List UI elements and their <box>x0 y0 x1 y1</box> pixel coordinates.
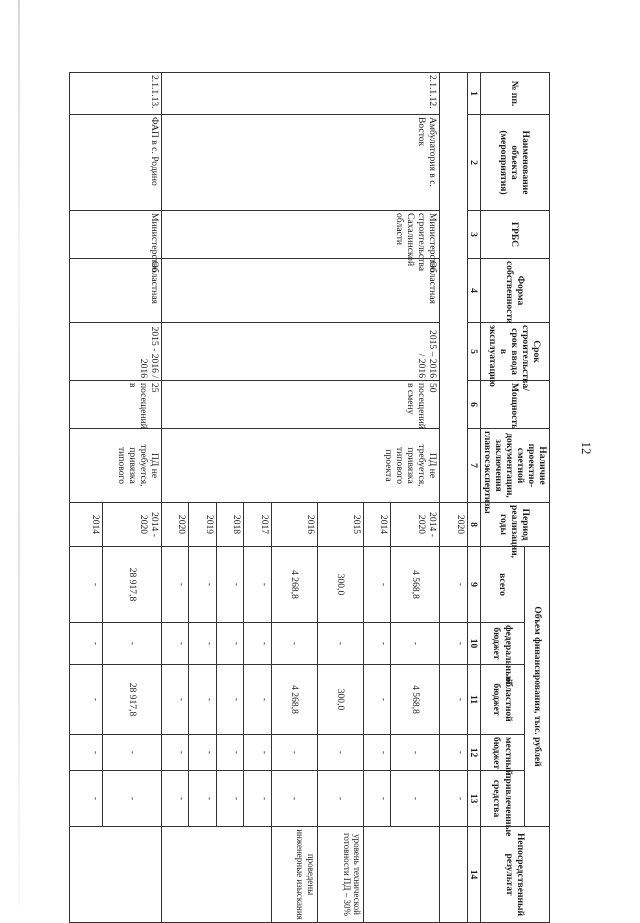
value-cell: - <box>103 735 162 771</box>
value-cell: - <box>162 735 189 771</box>
year-cell: 2016 <box>271 503 317 547</box>
value-cell: - <box>271 623 317 665</box>
value-cell: 300,0 <box>317 547 363 623</box>
col-number: 8 <box>467 503 480 547</box>
col-number: 11 <box>467 665 480 735</box>
value-cell: - <box>69 735 102 771</box>
header-funding-group: Объем финансирования, тыс. рублей <box>525 547 550 827</box>
value-cell: - <box>69 547 102 623</box>
result-text: уровень технической готовности ПД – 30% <box>317 827 363 923</box>
year-cell: 2018 <box>216 503 243 547</box>
year-cell: 2020 <box>440 503 467 547</box>
result-blank <box>440 827 467 923</box>
value-cell: - <box>317 623 363 665</box>
object-capacity: 50 посещений в смену <box>162 381 440 429</box>
column-number-row <box>467 73 480 923</box>
value-cell: - <box>162 547 189 623</box>
value-cell: - <box>440 623 467 665</box>
table-row <box>440 73 467 923</box>
value-cell: - <box>391 623 440 665</box>
value-cell: 4 268,8 <box>271 547 317 623</box>
object-name: ФАП в с. Родино <box>69 115 161 211</box>
header-ownership: Форма собственности <box>480 259 549 323</box>
value-cell: - <box>69 771 102 827</box>
col-number: 7 <box>467 429 480 503</box>
value-cell: - <box>244 665 271 735</box>
value-cell: - <box>391 735 440 771</box>
value-cell: - <box>317 735 363 771</box>
scan-edge <box>18 0 20 905</box>
object-term: 2015 – 2016 / 2016 <box>162 323 440 381</box>
value-cell: 28 917,8 <box>103 665 162 735</box>
year-cell: 2015 <box>317 503 363 547</box>
value-cell: - <box>440 771 467 827</box>
value-cell: - <box>244 735 271 771</box>
col-number: 4 <box>467 259 480 323</box>
year-cell: 2017 <box>244 503 271 547</box>
object-capacity: 25 посещений в <box>69 381 161 429</box>
value-cell: 4 568,8 <box>391 665 440 735</box>
object-term: 2015 - 2016 / 2016 <box>69 323 161 381</box>
value-cell: - <box>189 547 216 623</box>
result-blank <box>162 827 272 923</box>
value-cell: 4 268,8 <box>271 665 317 735</box>
header-grbs: ГРБС <box>480 211 549 259</box>
col-number: 9 <box>467 547 480 623</box>
year-cell: 2014 <box>364 503 391 547</box>
value-cell: - <box>271 771 317 827</box>
table-row <box>391 73 440 923</box>
value-cell: - <box>440 665 467 735</box>
page-number: 12 <box>579 441 594 455</box>
col-number: 6 <box>467 381 480 429</box>
header-regional: областной бюджет <box>480 665 524 735</box>
year-cell: 2014 - 2020 <box>103 503 162 547</box>
object-grbs: Министерство <box>69 211 161 259</box>
value-cell: - <box>216 665 243 735</box>
header-term: Срок строительства/срок ввода в эксплуатацию <box>480 323 549 381</box>
value-cell: - <box>244 547 271 623</box>
object-ownership: Областная <box>69 259 161 323</box>
header-period: Период реализации, годы <box>480 503 549 547</box>
col-number: 13 <box>467 771 480 827</box>
header-num: № пп. <box>480 73 549 115</box>
value-cell: - <box>216 623 243 665</box>
header-federal: федеральный бюджет <box>480 623 524 665</box>
object-number: 2.1.1.13. <box>69 73 161 115</box>
value-cell: - <box>364 623 391 665</box>
value-cell: - <box>244 623 271 665</box>
header-total: всего <box>480 547 524 623</box>
header-local: местный бюджет <box>480 735 524 771</box>
object-ownership: Областная <box>162 259 440 323</box>
col-number: 14 <box>467 827 480 923</box>
object-number: 2.1.1.12. <box>162 73 440 115</box>
value-cell: - <box>69 623 102 665</box>
col-number: 5 <box>467 323 480 381</box>
col-number: 1 <box>467 73 480 115</box>
table-row <box>103 73 162 923</box>
value-cell: - <box>440 547 467 623</box>
continuation-blank <box>440 73 467 503</box>
year-cell: 2020 <box>162 503 189 547</box>
value-cell: - <box>189 623 216 665</box>
header-result: Непосредственный результат <box>480 827 549 923</box>
value-cell: - <box>364 771 391 827</box>
value-cell: 28 917,8 <box>103 547 162 623</box>
result-text: проведены инженерные изыскания <box>271 827 317 923</box>
value-cell: - <box>317 771 363 827</box>
value-cell: 4 568,8 <box>391 547 440 623</box>
year-cell: 2014 - 2020 <box>391 503 440 547</box>
object-psd: ПД не требуется, привязка типового проекта <box>162 429 440 503</box>
col-number: 3 <box>467 211 480 259</box>
header-row-1 <box>525 73 550 923</box>
value-cell: - <box>216 735 243 771</box>
header-attracted: привлеченные средства <box>480 771 524 827</box>
header-name: Наименование объекта (мероприятия) <box>480 115 549 211</box>
object-psd: ПД не требуется, привязка типового <box>69 429 161 503</box>
header-capacity: Мощность <box>480 381 549 429</box>
object-grbs: Министерство строительства Сахалинской области <box>162 211 440 259</box>
value-cell: - <box>216 771 243 827</box>
value-cell: - <box>162 665 189 735</box>
value-cell: - <box>189 665 216 735</box>
value-cell: - <box>103 771 162 827</box>
value-cell: - <box>271 735 317 771</box>
value-cell: 300,0 <box>317 665 363 735</box>
value-cell: - <box>189 771 216 827</box>
value-cell: - <box>364 665 391 735</box>
value-cell: - <box>162 771 189 827</box>
value-cell: - <box>162 623 189 665</box>
value-cell: - <box>69 665 102 735</box>
object-name: Амбулатория в с. Восток <box>162 115 440 211</box>
value-cell: - <box>189 735 216 771</box>
value-cell: - <box>103 623 162 665</box>
col-number: 12 <box>467 735 480 771</box>
value-cell: - <box>244 771 271 827</box>
value-cell: - <box>391 771 440 827</box>
table-rotated-wrapper <box>90 72 550 920</box>
result-blank <box>69 827 161 923</box>
col-number: 2 <box>467 115 480 211</box>
financing-table <box>69 72 550 923</box>
year-cell: 2019 <box>189 503 216 547</box>
header-psd: Наличие проектно-сметной документации, заключения главгосэкспертизы <box>480 429 549 503</box>
col-number: 10 <box>467 623 480 665</box>
value-cell: - <box>440 735 467 771</box>
value-cell: - <box>216 547 243 623</box>
result-blank <box>364 827 440 923</box>
value-cell: - <box>364 547 391 623</box>
value-cell: - <box>364 735 391 771</box>
year-cell: 2014 <box>69 503 102 547</box>
